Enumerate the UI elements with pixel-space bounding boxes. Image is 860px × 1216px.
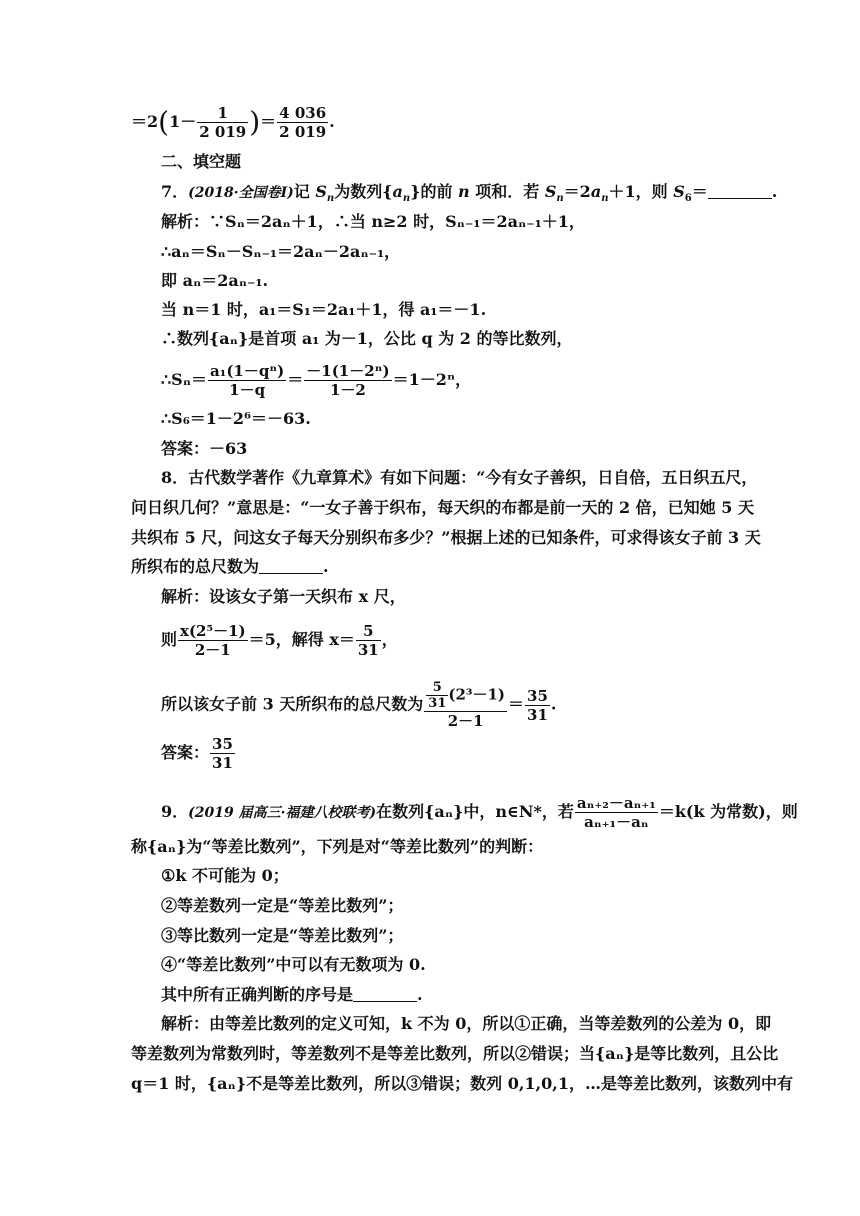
fraction-1-over-2019: $\frac{1}{2 019}$ xyxy=(199,104,247,141)
option-1: ①k 不可能为 0； xyxy=(161,866,289,885)
analysis-9-line-2: 等差数列为常数列时，等差数列不是等差比数列，所以②错误；当{aₙ}是等比数列，且公比 xyxy=(131,1044,779,1063)
section-title: 二、填空题 xyxy=(161,152,242,171)
analysis-8-line-2: 则 $\frac{\text{x(2⁵－1)}}{2-1}$ ＝5，解得 x＝ $\frac{5}{31}$ ， xyxy=(161,622,398,659)
analysis-9-line-1: 解析：由等差比数列的定义可知，k 不为 0，所以①正确，当等差数列的公差为 0，即 xyxy=(161,1014,772,1033)
answer-blank xyxy=(259,557,323,574)
question-9-line-1: 9．(2019 届高三·福建八校联考)在数列{aₙ}中，n∈N*，若 $\frac{\text{aₙ₊₂－aₙ₊₁}}{\text{aₙ₊₁－aₙ}}$ ＝k(k 为常数)，则 xyxy=(161,794,798,831)
top-equation: ＝2(1－ $\frac{1}{2 019}$ )＝ $\frac{4 036}{2 019}$ . xyxy=(131,104,335,141)
analysis-7-line-5: ∴数列{aₙ}是首项 a₁ 为－1，公比 q 为 2 的等比数列， xyxy=(161,329,573,348)
question-8-line-2: 问日织几何？”意思是：“一女子善于织布，每天织的布都是前一天的 2 倍，已知她 5 天 xyxy=(131,498,754,517)
analysis-7-line-3: 即 aₙ＝2aₙ₋₁. xyxy=(161,271,269,290)
question-8-line-3: 共织布 5 尺，问这女子每天分别织布多少？”根据上述的已知条件，可求得该女子前 3 天 xyxy=(131,528,761,547)
analysis-9-line-3: q＝1 时，{aₙ}不是等差比数列，所以③错误；数列 0,1,0,1，…是等差比数列，该数列中有 xyxy=(131,1074,793,1093)
answer-8: 答案： $\frac{35}{31}$ xyxy=(161,735,233,772)
question-9-ask: 其中所有正确判断的序号是 . xyxy=(161,985,423,1004)
analysis-7-line-4: 当 n＝1 时，a₁＝S₁＝2a₁＋1，得 a₁＝－1. xyxy=(161,300,487,319)
answer-blank xyxy=(708,182,772,199)
answer-blank xyxy=(353,985,417,1002)
analysis-8-line-3: 所以该女子前 3 天所织布的总尺数为 $\frac{5}{31}$ (2³－1) 2－1 ＝ $\frac{35}{31}$ . xyxy=(161,680,557,730)
option-2: ②等差数列一定是“等差比数列”； xyxy=(161,896,404,915)
question-7: 7．(2018·全国卷Ⅰ)记 $S_n$为数列$\{a_n\}$的前 n 项和．若 $S_n=2a_n+1$，则 $S_6=$ . xyxy=(161,182,778,205)
analysis-7-line-1: 解析：∵Sₙ＝2aₙ＋1，∴当 n≥2 时，Sₙ₋₁＝2aₙ₋₁＋1， xyxy=(161,212,585,231)
analysis-label: 解析： xyxy=(161,212,210,231)
question-9-line-2: 称{aₙ}为“等差比数列”，下列是对“等差比数列”的判断： xyxy=(131,837,544,856)
analysis-7-line-7: ∴S₆＝1－2⁶＝－63. xyxy=(161,409,311,428)
answer-7: 答案：－63 xyxy=(161,439,248,458)
question-8-line-1: 8．古代数学著作《九章算术》有如下问题：“今有女子善织，日自倍，五日织五尺， xyxy=(161,468,758,487)
question-8-line-4: 所织布的总尺数为 . xyxy=(131,557,329,576)
option-3: ③等比数列一定是“等差比数列”； xyxy=(161,926,404,945)
option-4: ④“等差比数列”中可以有无数项为 0. xyxy=(161,955,426,974)
analysis-8-line-1: 解析：设该女子第一天织布 x 尺， xyxy=(161,587,406,606)
analysis-7-line-6: ∴Sₙ＝ $\frac{\text{a₁(1－qⁿ)}}{1-q}$ ＝ $\frac{\text{－1(1－2ⁿ)}}{1-2}$ ＝1－2ⁿ， xyxy=(161,362,472,399)
analysis-7-line-2: ∴aₙ＝Sₙ－Sₙ₋₁＝2aₙ－2aₙ₋₁， xyxy=(161,242,401,261)
fraction-4036-over-2019: $\frac{4 036}{2 019}$ xyxy=(279,104,327,141)
